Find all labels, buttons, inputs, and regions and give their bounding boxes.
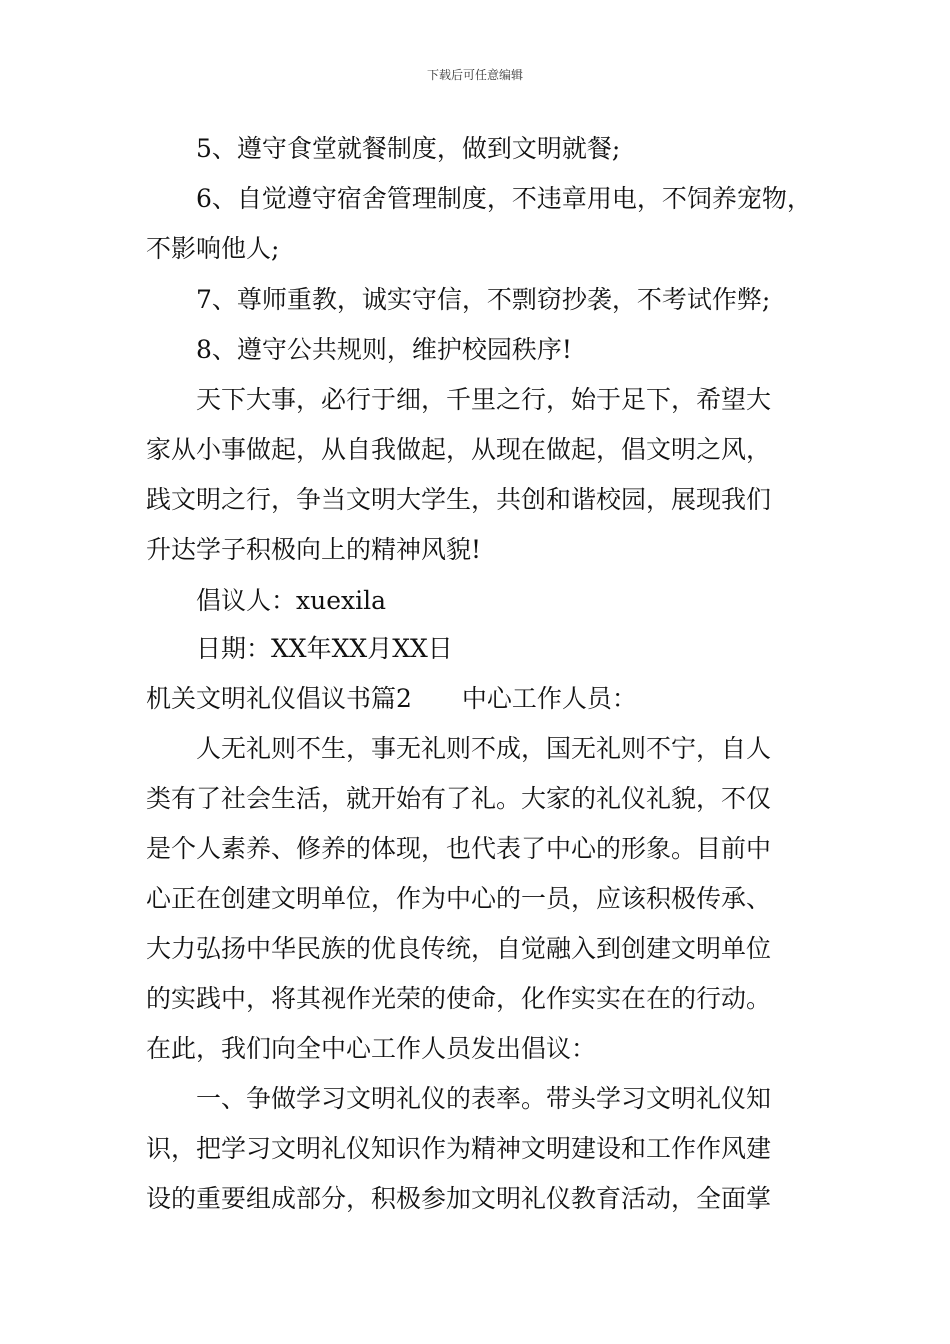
item-1-line-1: 一、争做学习文明礼仪的表率。带头学习文明礼仪知 — [196, 1084, 772, 1113]
rule-6-continued: 不影响他人; — [146, 234, 280, 263]
intro-paragraph-line-6: 的实践中，将其视作光荣的使命，化作实实在在的行动。 — [146, 984, 772, 1013]
rule-8: 8、遵守公共规则，维护校园秩序! — [196, 335, 572, 364]
closing-paragraph-line-2: 家从小事做起，从自我做起，从现在做起，倡文明之风， — [146, 435, 772, 464]
item-1-line-2: 识，把学习文明礼仪知识作为精神文明建设和工作作风建 — [146, 1134, 772, 1163]
intro-paragraph-line-3: 是个人素养、修养的体现，也代表了中心的形象。目前中 — [146, 834, 772, 863]
intro-paragraph-line-7: 在此，我们向全中心工作人员发出倡议： — [146, 1034, 597, 1063]
proposer-line: 倡议人：xuexila — [196, 586, 386, 615]
intro-paragraph-line-4: 心正在创建文明单位，作为中心的一员，应该积极传承、 — [146, 884, 772, 913]
closing-paragraph-line-4: 升达学子积极向上的精神风貌! — [146, 535, 482, 564]
page-header: 下载后可任意编辑 — [426, 68, 523, 82]
intro-paragraph-line-1: 人无礼则不生，事无礼则不成，国无礼则不宁，自人 — [196, 734, 772, 763]
intro-paragraph-line-2: 类有了社会生活，就开始有了礼。大家的礼仪礼貌，不仅 — [146, 784, 772, 813]
intro-paragraph-line-5: 大力弘扬中华民族的优良传统，自觉融入到创建文明单位 — [146, 934, 772, 963]
closing-paragraph-line-3: 践文明之行，争当文明大学生，共创和谐校园，展现我们 — [146, 485, 772, 514]
rule-5: 5、遵守食堂就餐制度，做到文明就餐; — [196, 134, 621, 163]
date-line: 日期：XX年XX月XX日 — [196, 634, 453, 663]
section-title: 机关文明礼仪倡议书篇2 中心工作人员： — [146, 684, 637, 713]
item-1-line-3: 设的重要组成部分，积极参加文明礼仪教育活动，全面掌 — [146, 1184, 772, 1213]
closing-paragraph-line-1: 天下大事，必行于细，千里之行，始于足下，希望大 — [196, 385, 772, 414]
rule-7: 7、尊师重教，诚实守信，不剽窃抄袭，不考试作弊; — [196, 285, 771, 314]
rule-6: 6、自觉遵守宿舍管理制度，不违章用电，不饲养宠物， — [196, 184, 812, 213]
